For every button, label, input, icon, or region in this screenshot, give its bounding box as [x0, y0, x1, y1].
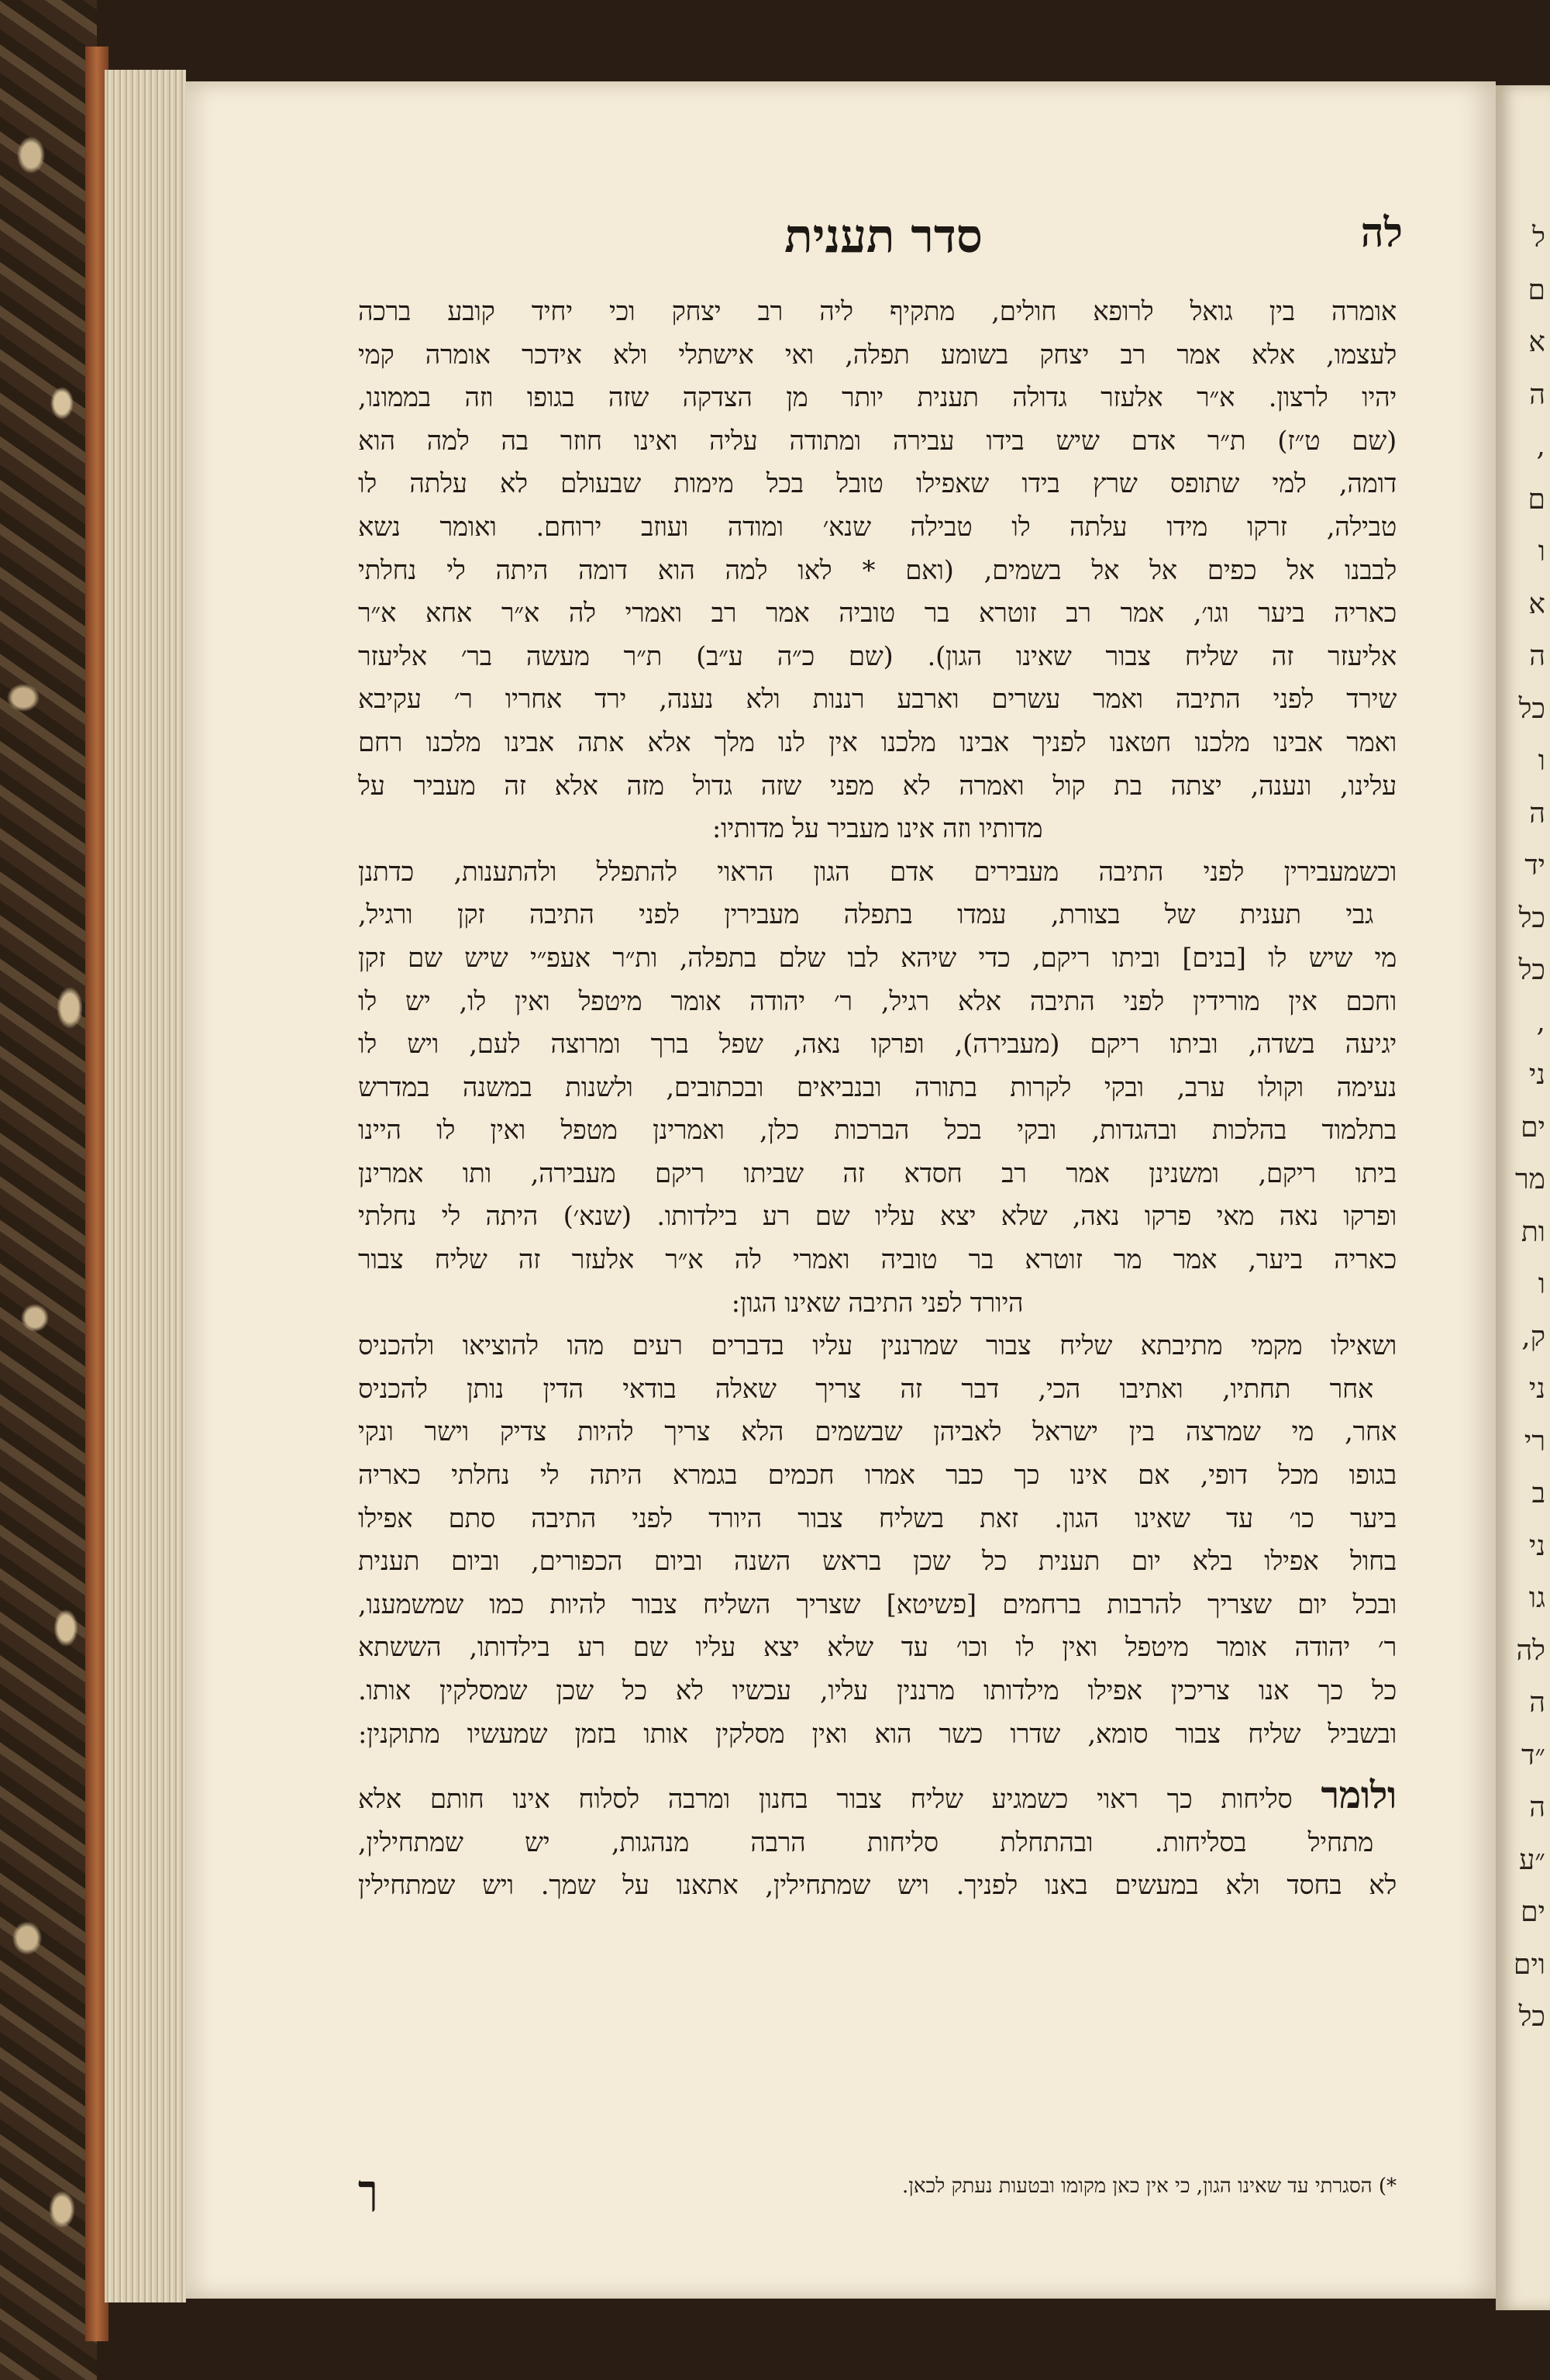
facing-page-fragment: לה [1516, 1634, 1545, 1667]
text-line: אחר, מי שמרצה בין ישראל לאביהן שבשמים הלא צריך להיות צדיק וישר ונקי [358, 1416, 1397, 1448]
book-cover-marbled [0, 0, 97, 2380]
facing-page-fragment: ״ד [1521, 1739, 1545, 1771]
facing-page-fragment: ו [1538, 536, 1545, 567]
text-line: ביתו ריקם, ומשנינן אמר רב חסדא זה שביתו ריקם מעבירה, ותו אמרינן [358, 1157, 1397, 1189]
facing-page-fragment: כל [1518, 902, 1545, 934]
text-line: לבבנו אל כפים אל אל בשמים, (ואם * לאו למה הוא דומה היתה לי נחלתי [358, 554, 1397, 586]
text-line: טבילה, זרקו מידו עלתה לו טבילה שנא׳ ומודה ועוזב ירוחם. ואומר נשא [358, 511, 1397, 543]
text-line: גבי תענית של בצורת, עמדו בתפלה מעבירין לפני התיבה זקן ורגיל, [358, 899, 1373, 931]
facing-page-fragment: , [1536, 1005, 1545, 1038]
text-line: אליעזר זה שליח צבור שאינו הגון). (שם כ״ה ע״ב) ת״ר מעשה בר׳ אליעזר [358, 640, 1397, 672]
text-line: דומה, למי שתופס שרץ בידו שאפילו טובל בכל מימות שבעולם לא עלתה לו [358, 468, 1397, 500]
text-line: (שם ט״ז) ת״ר אדם שיש בידו עבירה ומתודה עליה ואינו חוזר בה למה הוא [358, 425, 1397, 457]
facing-page-fragment: ״ע [1518, 1844, 1545, 1876]
text-line: כאריה ביער וגו׳, אמר רב זוטרא בר טוביה אמר רב ואמרי לה א״ר אחא א״ר [358, 598, 1397, 629]
paragraph-gap [358, 1756, 1397, 1775]
facing-page-fragment: ים [1521, 1111, 1545, 1143]
text-line: ביער כו׳ עד שאינו הגון. זאת בשליח צבור היורד לפני התיבה סתם אפילו [358, 1502, 1397, 1534]
text-line: יגיעה בשדה, וביתו ריקם (מעבירה), ופרקו נאה, שפל ברך ומרוצה לעם, ויש לו [358, 1029, 1397, 1061]
text-line: ובשביל שליח צבור סומא, שדרו כשר הוא ואין מסלקין אותו בזמן שמעשיו מתוקנין: [358, 1718, 1397, 1750]
facing-page-fragment: ני [1528, 1373, 1545, 1405]
facing-page-fragment: כל [1518, 2001, 1545, 2033]
text-line: אחר תחתיו, ואתיבו הכי, דבר זה צריך שאלה בודאי הדין נותן להכניס [358, 1373, 1373, 1405]
footnote: *) הסגרתי עד שאינו הגון, כי אין כאן מקומו ובטעות נעתק לכאן. [901, 2175, 1397, 2198]
facing-page-fragment: ל [1532, 222, 1545, 254]
text-line: בתלמוד בהלכות ובהגדות, ובקי בכל הברכות כלן, ואמרינן מטפל ואין לו היינו [358, 1115, 1397, 1147]
text-line: מי שיש לו [בנים] וביתו ריקם, כדי שיהא לבו שלם בתפלה, ות״ר אעפ״י שיש שם זקן [358, 942, 1397, 974]
facing-page-fragment: ם [1528, 483, 1545, 516]
facing-page-fragment: ה [1529, 378, 1545, 411]
facing-page-fragment: ות [1521, 1216, 1545, 1248]
text-line: בגופו מכל דופי, אם אינו כך כבר אמרו חכמים בגמרא היתה לי נחלתי כאריה [358, 1460, 1397, 1492]
paragraph-2 [358, 851, 1397, 1326]
text-line: עלינו, ונענה, יצתה בת קול ואמרה לא מפני שזה גדול מזה אלא זה מעביר על [358, 770, 1397, 802]
facing-page-fragment: ה [1529, 1687, 1545, 1719]
text-line: וכשמעבירין לפני התיבה מעבירים אדם הגון הראוי להתפלל ולהתענות, כדתנן [358, 856, 1397, 888]
facing-page-fragment: כל [1518, 954, 1545, 986]
text-line: ובכל יום שצריך להרבות ברחמים [פשיטא] שצריך השליח צבור להיות כמו שמשמענו, [358, 1588, 1397, 1620]
text-line: ואמר אבינו מלכנו חטאנו לפניך אבינו מלכנו אין לנו מלך אלא אתה אבינו מלכנו רחם [358, 726, 1397, 758]
text-line-lead [358, 1775, 1397, 1822]
facing-page-fragment: , [1536, 430, 1545, 462]
facing-page-fragment: רי [1524, 1425, 1545, 1457]
text-line: וחכם אין מורידין לפני התיבה אלא רגיל, ר׳ יהודה אומר מיטפל ואין לו, יש לו [358, 985, 1397, 1017]
text-line: מתחיל בסליחות. ובהתחלת סליחות הרבה מנהגות, יש שמתחילין, [358, 1826, 1373, 1858]
facing-page-fragment: וים [1513, 1948, 1545, 1981]
text-line: יהיו לרצון. א״ר אלעזר גדולה תענית יותר מן הצדקה שזה בגופו וזה בממונו, [358, 382, 1397, 414]
facing-page-fragment: מר [1514, 1164, 1545, 1195]
facing-page-fragment: ני [1528, 1530, 1545, 1562]
text-line: אומרה בין גואל לרופא חולים, מתקיף ליה רב יצחק וכי יחיד קובע ברכה [358, 296, 1397, 327]
text-line: ר׳ יהודה אומר מיטפל ואין לו וכו׳ עד שלא יצא עליו שם רע בילדותו, הששתא [358, 1632, 1397, 1664]
text-line: שירד לפני התיבה ואמר עשרים וארבע רננות ולא נענה, ירד אחריו ר׳ עקיבא [358, 684, 1397, 716]
facing-page-fragment: ני [1528, 1059, 1545, 1091]
facing-page-fragment: ב [1531, 1478, 1545, 1509]
facing-page-fragment: כל [1518, 692, 1545, 725]
text-line: לא בחסד ולא במעשים באנו לפניך. ויש שמתחילין, אתאנו על שמך. ויש שמתחילין [358, 1870, 1397, 1902]
text-line: לעצמו, אלא אמר רב יצחק בשומע תפלה, ואי אישתלי ולא אידכר אומרה קמי [358, 339, 1397, 371]
facing-page-fragment: א [1528, 588, 1545, 620]
text-line: בחול אפילו בלא יום תענית כל שכן בראש השנה וביום הכפורים, וביום תענית [358, 1546, 1397, 1578]
text-line-end: מדותיו וזה אינו מעביר על מדותיו: [711, 813, 1043, 845]
text-line: נעימה וקולו ערב, ובקי לקרות בתורה ובנביאים ובכתובים, ולשנות במשנה במדרש [358, 1071, 1397, 1103]
text-line: כל כך אנו צריכין אפילו מילדותו מרננין עליו, עכשיו לא כל שכן שמסלקין אותו. [358, 1675, 1397, 1706]
paragraph-3 [358, 1325, 1397, 1756]
facing-page-fragment: ו [1538, 1268, 1545, 1300]
facing-page-fragment: ק, [1521, 1320, 1545, 1353]
text-line: כאריה ביער, אמר מר זוטרא בר טוביה ואמרי לה א״ר אלעזר זה שליח צבור [358, 1244, 1397, 1276]
facing-page-fragment: א [1528, 326, 1545, 358]
facing-page-fragment: ה [1529, 797, 1545, 830]
facing-page-fragment: ו [1538, 745, 1545, 777]
facing-page-fragment: ים [1521, 1896, 1545, 1928]
page-edges [105, 70, 186, 2302]
lead-line-text: סליחות כך ראוי כשמגיע שליח צבור בחנון ומרבה לסלוח אינו חותם אלא [358, 1784, 1293, 1816]
facing-page-fragment: יד [1524, 850, 1545, 881]
footnote-row [358, 2167, 1397, 2229]
facing-page-fragment: ה [1529, 1792, 1545, 1823]
facing-page-edge [1496, 85, 1550, 2310]
running-head [364, 209, 1403, 271]
paragraph-1 [358, 291, 1397, 851]
paragraph-4 [358, 1775, 1397, 1908]
text-line: ושאילו מקמי מתיבתא שליח צבור שמרננין עליו בדברים רעים מהו להוציאו ולהכניס [358, 1330, 1397, 1362]
page-title: סדר תענית [784, 209, 983, 264]
lead-word: ולומר [1321, 1775, 1397, 1818]
text-line: ופרקו נאה מאי פרקו נאה, שלא יצא עליו שם רע בילדותו. (שנא׳) היתה לי נחלתי [358, 1201, 1397, 1233]
facing-page-fragment: ם [1528, 274, 1545, 306]
main-text [358, 291, 1397, 1908]
page-number: לה [1360, 209, 1403, 257]
text-line-end: היורד לפני התיבה שאינו הגון: [731, 1287, 1024, 1319]
facing-page-fragment: ה [1529, 640, 1545, 672]
facing-page-fragment: גו [1528, 1582, 1545, 1614]
signature-mark: ך [358, 2167, 378, 2214]
